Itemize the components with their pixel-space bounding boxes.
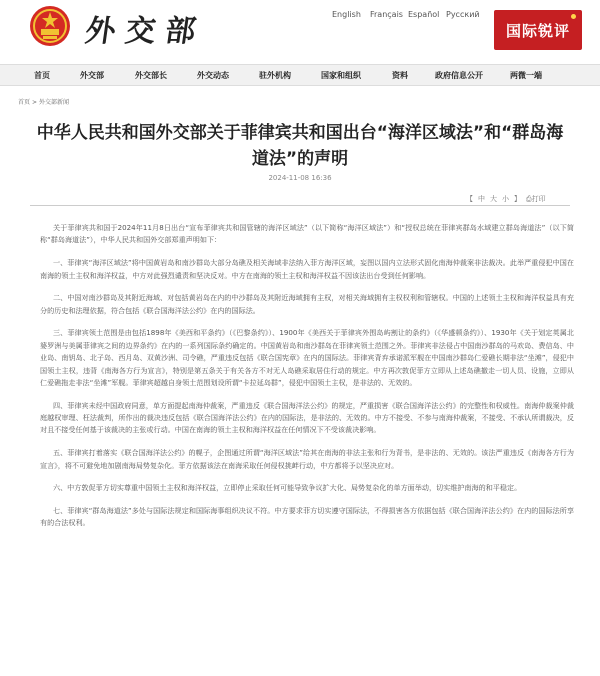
page-title: 中华人民共和国外交部关于菲律宾共和国出台“海洋区域法”和“群岛海道法”的声明 [36,123,564,169]
paragraph-4: 四、菲律宾未经中国政府同意，单方面提起南海仲裁案，严重违反《联合国海洋法公约》的规定，严重损害《联合国海洋法公约》的完整性和权威性。南海仲裁案仲裁庭越权审理、枉法裁判，所作出的裁决违反包括《联合国海洋法公约》在内的国际法，是非法的、无效的。中方不接受、不参与南海仲裁案，不接受、不承认所谓裁决，反对且不接受任何基于该裁决的主张或行动。中国在南海的领土主权和海洋权益在任何情况下不受该裁决影响。 [40,400,574,435]
font-size-bracket-close: 】 [514,195,521,203]
nav-item-missions[interactable]: 驻外机构 [259,70,291,80]
font-size-bracket-open: 【 [466,195,473,203]
lang-english[interactable]: English [332,10,361,19]
paragraph-1: 一、菲律宾“海洋区域法”将中国黄岩岛和南沙群岛大部分岛礁及相关海域非法纳入菲方海洋区域，妄图以国内立法形式固化南海仲裁案非法裁决。此举严重侵犯中国在南海的领土主权和海洋权益，中方对此强烈谴责和坚决反对。中方在南海的领土主权和海洋权益不因该法出台受到任何影响。 [40,258,574,280]
nav-item-home[interactable]: 首页 [34,70,50,80]
print-label: 打印 [531,195,546,203]
paragraph-intro: 关于菲律宾共和国于2024年11月8日出台“宣布菲律宾共和国管辖的海洋区域法”（以下简称“海洋区域法”）和“授权总统在菲律宾群岛水域建立群岛海道法”（以下简称“群岛海道法”），中华人民共和国外交部郑重声明如下： [40,223,574,245]
article-body [40,222,574,540]
breadcrumb-separator: > [32,99,38,106]
site-header [0,0,600,64]
breadcrumb-section[interactable]: 外交部新闻 [39,99,70,106]
paragraph-2: 二、中国对南沙群岛及其附近海域、对包括黄岩岛在内的中沙群岛及其附近海域拥有主权，对相关海域拥有主权权利和管辖权。中国的上述领土主权和海洋权益具有充分的历史和法理依据，符合包括《联合国海洋法公约》在内的国际法。 [40,293,574,315]
print-button[interactable] [526,194,546,204]
nav-item-gov-info[interactable]: 政府信息公开 [435,70,483,80]
lang-russian[interactable]: Русский [446,10,480,19]
font-size-medium[interactable]: 大 [490,195,497,203]
paragraph-6: 六、中方敦促菲方切实尊重中国领土主权和海洋权益，立即停止采取任何可能导致争议扩大化、局势复杂化的单方面举动，切实维护南海的和平稳定。 [53,483,522,493]
national-emblem-icon[interactable] [28,4,72,48]
lang-spanish[interactable]: Español [408,10,440,19]
breadcrumb-home[interactable]: 首页 [18,99,31,106]
brand-badge [494,10,582,50]
main-nav [0,64,600,86]
brand-label: 国际锐评 [505,21,570,40]
nav-item-countries[interactable]: 国家和组织 [321,70,361,80]
paragraph-7: 七、菲律宾“群岛海道法”多处与国际法规定和国际海事组织决议不符。中方要求菲方切实遵守国际法，不得损害各方依据包括《联合国海洋法公约》在内的国际法所享有的合法权利。 [40,505,574,528]
font-size-small[interactable]: 小 [502,195,509,203]
lang-french[interactable]: Français [370,10,403,19]
nav-item-news[interactable]: 外交动态 [197,70,229,80]
nav-item-social[interactable]: 两微一端 [510,70,542,80]
site-logo[interactable]: 外交部 [83,14,208,49]
paragraph-5: 五、菲律宾打着落实《联合国海洋法公约》的幌子，企图通过所谓“海洋区域法”给其在南海的非法主张和行为背书，是非法的、无效的。该法严重违反《南海各方行为宣言》，将不可避免地加剧南海局势复杂化。菲方依据该法在南海采取任何侵权挑衅行动，中方都将予以坚决应对。 [40,448,574,470]
language-switcher [332,10,484,19]
nav-item-resources[interactable]: 资料 [392,70,408,80]
nav-item-ministry[interactable]: 外交部 [80,70,104,80]
divider [30,205,570,206]
brand-dot-icon [571,14,576,19]
article-tools [466,194,546,204]
publish-date: 2024-11-08 16:36 [268,174,332,182]
breadcrumb [18,97,69,106]
nav-item-minister[interactable]: 外交部长 [135,70,167,80]
paragraph-3: 三、菲律宾领土范围是由包括1898年《美西和平条约》（《巴黎条约》）、1900年《美西关于菲律宾外围岛屿割让的条约》（《华盛顿条约》）、1930年《关于划定英属北婆罗洲与美属菲律宾之间的边界条约》在内的一系列国际条约确定的。中国黄岩岛和南沙群岛在菲律宾领土范围之外。菲律宾非法侵占中国南沙群岛的马欢岛、费信岛、中业岛、南钥岛、北子岛、西月岛、双黄沙洲、司令礁，严重违反包括《联合国宪章》在内的国际法。菲律宾背弃承诺派军舰在中国南沙群岛仁爱礁长期非法“坐滩”，侵犯中国领土主权，违背《南海各方行为宣言》，特别是第五条关于有关各方不对无人岛礁采取居住行动的规定。中方再次敦促菲方立即从上述岛礁撤走一切人员、设施，立即从仁爱礁拖走非法“坐滩”军舰。菲律宾超越自身领土范围划设所谓“卡拉延岛群”，侵犯中国领土主权，是非法的、无效的。 [40,328,574,387]
print-icon: ⎙ [526,195,532,203]
font-size-large[interactable]: 中 [478,195,485,203]
